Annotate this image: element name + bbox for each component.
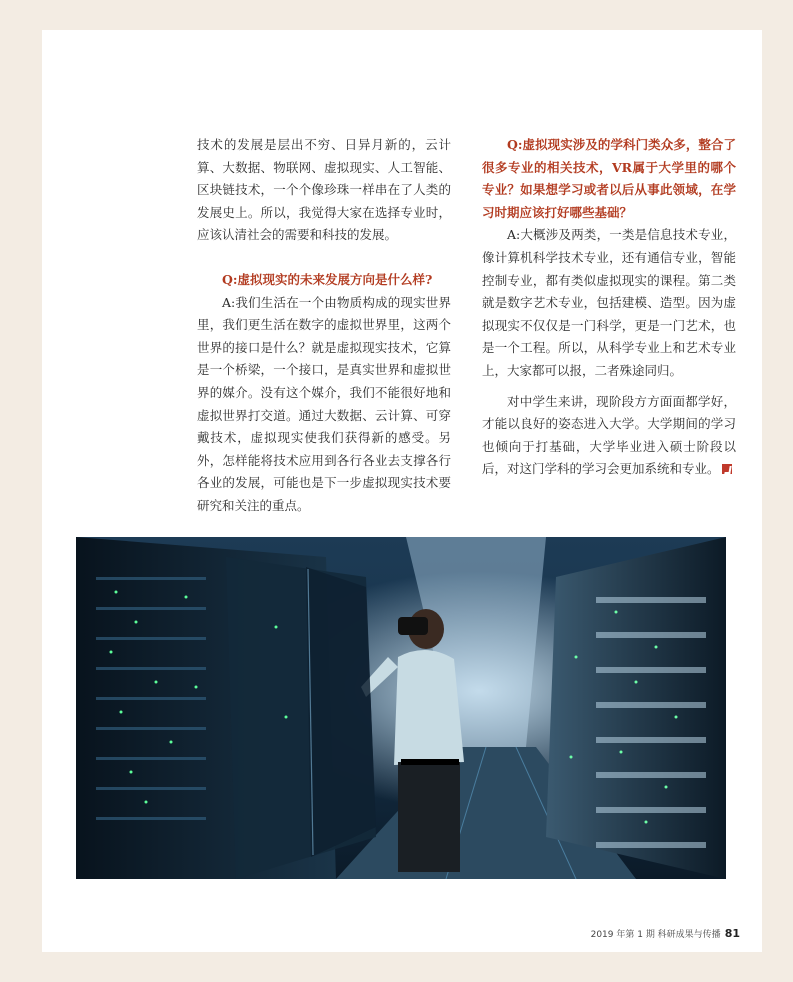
closing-paragraph <box>482 391 736 481</box>
left-text-column <box>197 134 451 518</box>
question-future-direction: Q:虚拟现实的未来发展方向是什么样? <box>222 271 433 287</box>
magazine-page <box>42 30 762 952</box>
answer-future-direction: A:我们生活在一个由物质构成的现实世界里，我们更生活在数字的虚拟世界里，这两个世界的接口是什么？就是虚拟现实技术，它算是一个桥梁，一个接口，是真实世界和虚拟世界的媒介。没有这个媒介，我们不能很好地和虚拟世界打交道。通过大数据、云计算、可穿戴技术，虚拟现实使我们获得新的感受。另外，怎样能将技术应用到各行各业去支撑各行各业的发展，可能也是下一步虚拟现实技术要研究和关注的重点。 <box>197 294 451 513</box>
right-text-column <box>482 134 736 481</box>
intro-paragraph: 技术的发展是层出不穷、日异月新的，云计算、大数据、物联网、虚拟现实、人工智能、区块链技术，一个个像珍珠一样串在了人类的发展史上。所以，我觉得大家在选择专业时，应该认清社会的需要和科技的发展。 <box>197 137 451 243</box>
server-room-vr-photo <box>76 537 726 879</box>
page-footer <box>591 927 740 940</box>
footer-issue: 2019 年第 1 期 科研成果与传播 <box>590 930 721 940</box>
closing-paragraph-text: 对中学生来讲，现阶段方方面面都学好，才能以良好的姿态进入大学。大学期间的学习也倾向于打基础，大学毕业进入硕士阶段以后，对这门学科的学习会更加系统和专业。 <box>482 393 736 477</box>
end-mark-icon <box>722 464 732 474</box>
answer-vr-major: A:大概涉及两类，一类是信息技术专业，像计算机科学技术专业，还有通信专业，智能控制专业，都有类似虚拟现实的课程。第二类就是数字艺术专业，包括建模、造型。因为虚拟现实不仅仅是一门科学，更是一门艺术，也是一个工程。所以，从科学专业上和艺术专业上，大家都可以报，二者殊途同归。 <box>482 227 736 378</box>
page-number: 81 <box>724 927 740 940</box>
question-vr-major: Q:虚拟现实涉及的学科门类众多，整合了很多专业的相关技术，VR属于大学里的哪个专业？如果想学习或者以后从事此领域，在学习时期应该打好哪些基础？ <box>482 137 736 220</box>
